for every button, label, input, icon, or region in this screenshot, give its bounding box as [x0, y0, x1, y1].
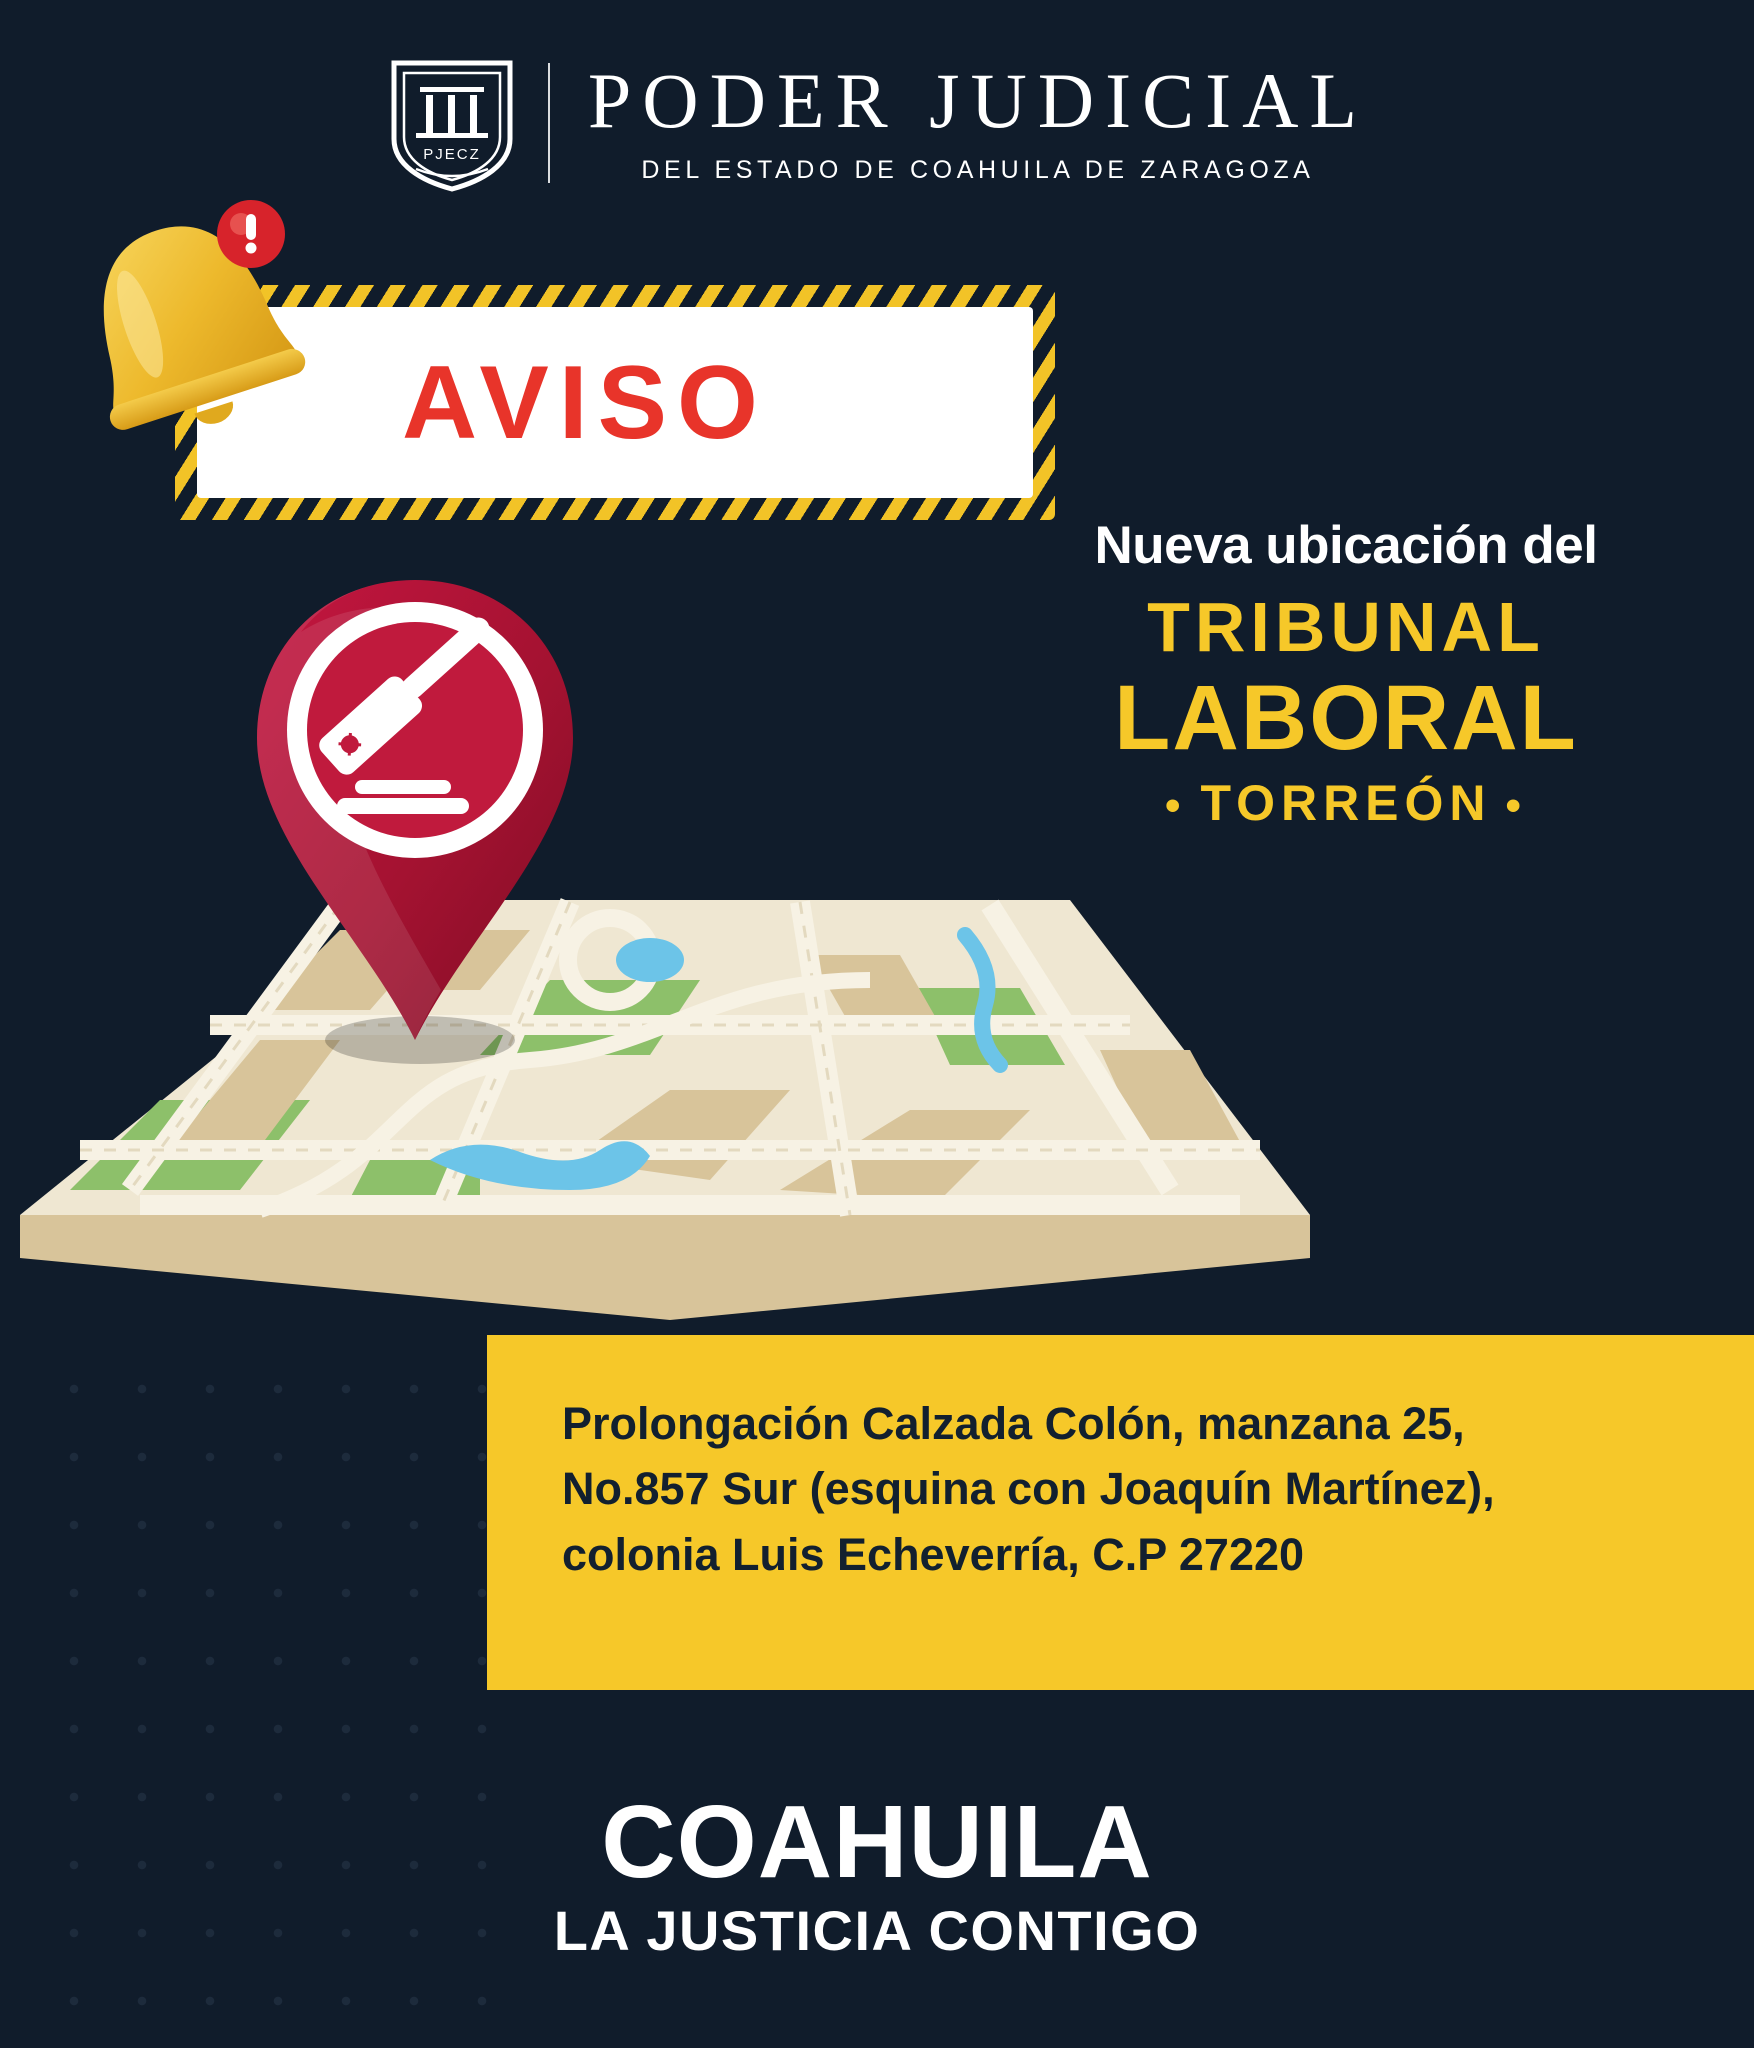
footer-state-name: COAHUILA — [601, 1784, 1153, 1899]
header-divider — [548, 63, 550, 183]
announcement-city — [996, 774, 1696, 831]
announcement-block — [996, 516, 1696, 831]
city-separator-left: • — [1165, 781, 1187, 831]
page-subtitle: DEL ESTADO DE COAHUILA DE ZARAGOZA — [641, 155, 1315, 184]
svg-text:PJECZ: PJECZ — [423, 146, 481, 163]
address-line-3: colonia Luis Echeverría, C.P 27220 — [562, 1528, 1305, 1580]
city-label: TORREÓN — [1200, 774, 1492, 831]
address-line-1: Prolongación Calzada Colón, manzana 25, — [562, 1398, 1465, 1449]
page-title: PODER JUDICIAL — [587, 56, 1369, 144]
page-footer — [0, 1784, 1754, 1962]
brand-block — [587, 56, 1369, 185]
map-pin-gavel-icon — [245, 570, 585, 1090]
alert-bell-icon — [55, 190, 315, 450]
announcement-line-1: Nueva ubicación del — [1094, 516, 1598, 575]
pjecz-shield-icon — [386, 53, 518, 193]
footer-slogan: LA JUSTICIA CONTIGO — [553, 1899, 1201, 1962]
address-line-2: No.857 Sur (esquina con Joaquín Martínez), — [562, 1463, 1495, 1515]
aviso-label: AVISO — [402, 344, 768, 461]
city-separator-right: • — [1505, 781, 1527, 831]
address-banner — [487, 1335, 1754, 1690]
announcement-line-3: LABORAL — [1114, 666, 1578, 769]
announcement-line-2: TRIBUNAL — [1147, 587, 1545, 666]
aviso-card — [197, 307, 1033, 498]
page-header — [0, 48, 1754, 198]
city-map-icon — [10, 860, 1320, 1320]
